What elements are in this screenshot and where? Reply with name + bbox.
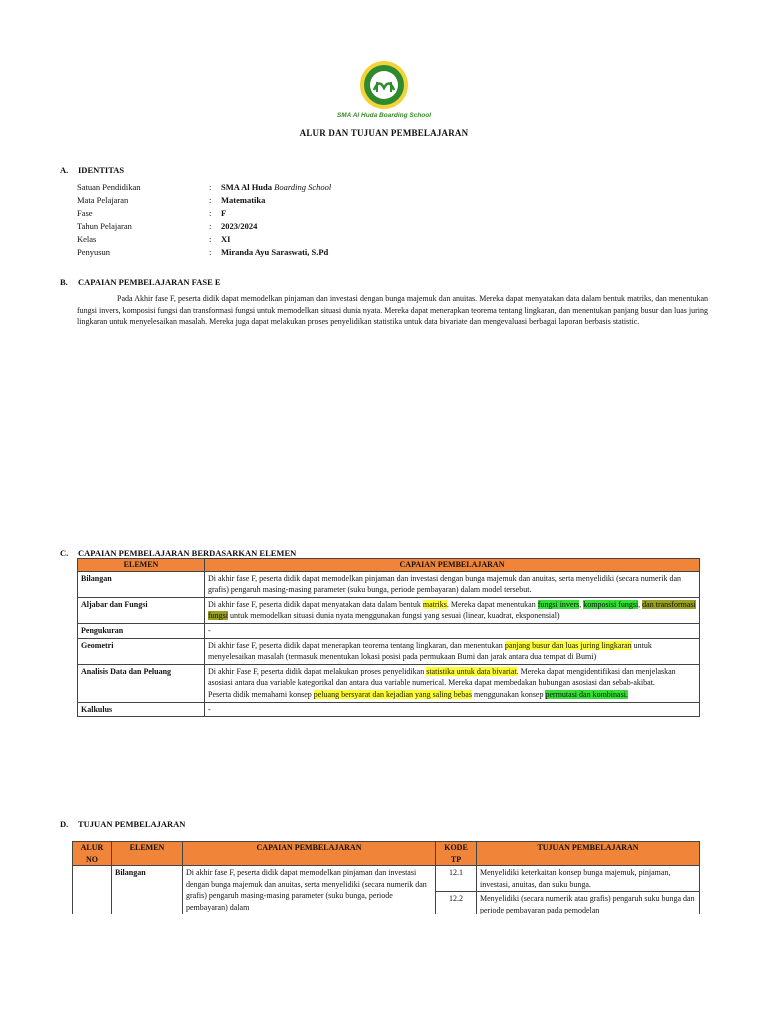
highlight-term: matriks [422, 599, 447, 609]
col-capaian-header: CAPAIAN PEMBELAJARAN [205, 559, 700, 572]
highlight-term: dan transformasi fungsi [208, 599, 696, 621]
info-label: Fase [77, 208, 93, 218]
capaian-cell: Di akhir fase F, peserta didik dapat memodelkan pinjaman dan investasi dengan bunga majemuk dan anuitas, serta menyelidiki (secara numerik dan grafis) pengaruh masing-masing parameter (suku bunga, periode pembayaran) dalam model tersebut. [205, 571, 700, 597]
section-title: TUJUAN PEMBELAJARAN [78, 819, 186, 829]
col-tujuan-header: TUJUAN PEMBELAJARAN [477, 842, 700, 866]
info-value-text: SMA Al Huda [221, 182, 273, 192]
highlight-term: peluang bersyarat dan kejadian yang saling bebas [313, 689, 472, 699]
info-value-italic: Boarding School [274, 182, 332, 192]
elemen-cell: Bilangan [78, 571, 205, 597]
capaian-text: Di akhir fase F, peserta didik dapat menyatakan data dalam bentuk [208, 599, 423, 609]
section-title: IDENTITAS [78, 165, 125, 175]
col-elemen-header: ELEMEN [78, 559, 205, 572]
alur-cell [73, 866, 112, 914]
highlight-term: statistika untuk data bivariat [426, 666, 517, 676]
paragraph-text: Pada Akhir fase F, peserta didik dapat memodelkan pinjaman dan investasi dengan bunga majemuk dan anuitas. Mereka dapat menyatakan data dalam bentuk matriks, dan menentukan fungsi invers, komposisi fungsi dan transformasi fungsi untuk memodelkan situasi dunia nyata. Mereka dapat menerapkan teorema tentang lingkaran, dan menentukan panjang busur dan luas juring lingkaran untuk menyelesaikan masalah. Mereka juga dapat melakukan proses penyelidikan statistika untuk data bivariate dan mengevaluasi berbagai laporan berbasis statistic. [77, 294, 708, 327]
section-letter: D. [60, 819, 69, 829]
highlight-term: permutasi dan kombinasi. [545, 689, 628, 699]
elemen-cell: Bilangan [112, 866, 183, 914]
tujuan-cell: Menyelidiki (secara numerik atau grafis) pengaruh suku bunga dan periode pembayaran pada pemodelan [477, 892, 700, 914]
col-capaian-header: CAPAIAN PEMBELAJARAN [183, 842, 436, 866]
info-label: Penyusun [77, 247, 111, 257]
capaian-text: untuk menyelesaikan masalah (termasuk menentukan lokasi posisi pada permukaan Bumi dan jarak antara dua tempat di Bumi) [208, 640, 652, 662]
capaian-text: untuk memodelkan situasi dunia nyata menggunakan fungsi yang sesuai (linear, kuadrat, eksponensial) [228, 611, 560, 621]
info-colon: : [209, 234, 212, 244]
tujuan-cell: Menyelidiki keterkaitan konsep bunga majemuk, pinjaman, investasi, anuitas, dan suku bunga. [477, 866, 700, 892]
capaian-text: , [638, 599, 643, 609]
kode-tp-cell: 12.2 [436, 892, 477, 914]
elemen-cell: Aljabar dan Fungsi [78, 597, 205, 623]
elemen-cell: Analisis Data dan Peluang [78, 664, 205, 702]
elemen-cell: Geometri [78, 638, 205, 664]
info-colon: : [209, 182, 212, 192]
info-value: Matematika [221, 195, 266, 205]
info-value: F [221, 208, 227, 218]
info-value: 2023/2024 [221, 221, 258, 231]
section-title: CAPAIAN PEMBELAJARAN BERDASARKAN ELEMEN [78, 548, 297, 558]
highlight-term: fungsi invers [537, 599, 580, 609]
section-title: CAPAIAN PEMBELAJARAN FASE E [78, 277, 221, 287]
capaian-text: menggunakan konsep [471, 689, 546, 699]
capaian-text: . Mereka dapat menentukan [446, 599, 538, 609]
info-label: Tahun Pelajaran [77, 221, 132, 231]
tujuan-pembelajaran-table [72, 841, 700, 914]
highlight-term: panjang busur dan luas juring lingkaran [504, 640, 632, 650]
col-kode-header: KODE TP [436, 842, 477, 866]
info-colon: : [209, 221, 212, 231]
capaian-text: . Mereka dapat mengidentifikasi dan menjelaskan asosiasi antara dua variable kategorikal dan antara dua variable numerical. Mereka dapat membedakan hubungan asosiasi dan sebab-akibat. [208, 666, 676, 688]
section-letter: B. [60, 277, 68, 287]
info-colon: : [209, 195, 212, 205]
elemen-cell: Pengukuran [78, 623, 205, 638]
capaian-cell: - [205, 623, 700, 638]
info-label: Mata Pelajaran [77, 195, 129, 205]
info-colon: : [209, 247, 212, 257]
col-elemen-header: ELEMEN [112, 842, 183, 866]
table-row [73, 866, 700, 892]
elemen-cell: Kalkulus [78, 702, 205, 717]
section-letter: A. [60, 165, 69, 175]
capaian-text: Peserta didik memahami konsep [208, 689, 314, 699]
capaian-text: Di akhir fase F, peserta didik dapat menerapkan teorema tentang lingkaran, dan menentukan [208, 640, 505, 650]
info-colon: : [209, 208, 212, 218]
kode-tp-cell: 12.1 [436, 866, 477, 892]
capaian-text: , [579, 599, 584, 609]
school-name: SMA Al Huda Boarding School [336, 112, 432, 119]
col-alur-header: ALUR NO [73, 842, 112, 866]
info-label: Satuan Pendidikan [77, 182, 141, 192]
capaian-cell: Di akhir fase F, peserta didik dapat memodelkan pinjaman dan investasi dengan bunga majemuk dan anuitas, serta menyelidiki (secara numerik dan grafis) pengaruh masing-masing parameter (suku bunga, periode pembayaran) dalam [183, 866, 436, 914]
section-letter: C. [60, 548, 69, 558]
table-header-row [73, 842, 700, 866]
info-label: Kelas [77, 234, 97, 244]
document-title: ALUR DAN TUJUAN PEMBELAJARAN [299, 128, 469, 138]
info-value: Miranda Ayu Saraswati, S.Pd [221, 247, 329, 257]
highlight-term: komposisi fungsi [583, 599, 639, 609]
capaian-text: Di akhir Fase F, peserta didik dapat melakukan proses penyelidikan [208, 666, 427, 676]
capaian-cell: - [205, 702, 700, 717]
info-value: XI [221, 234, 231, 244]
